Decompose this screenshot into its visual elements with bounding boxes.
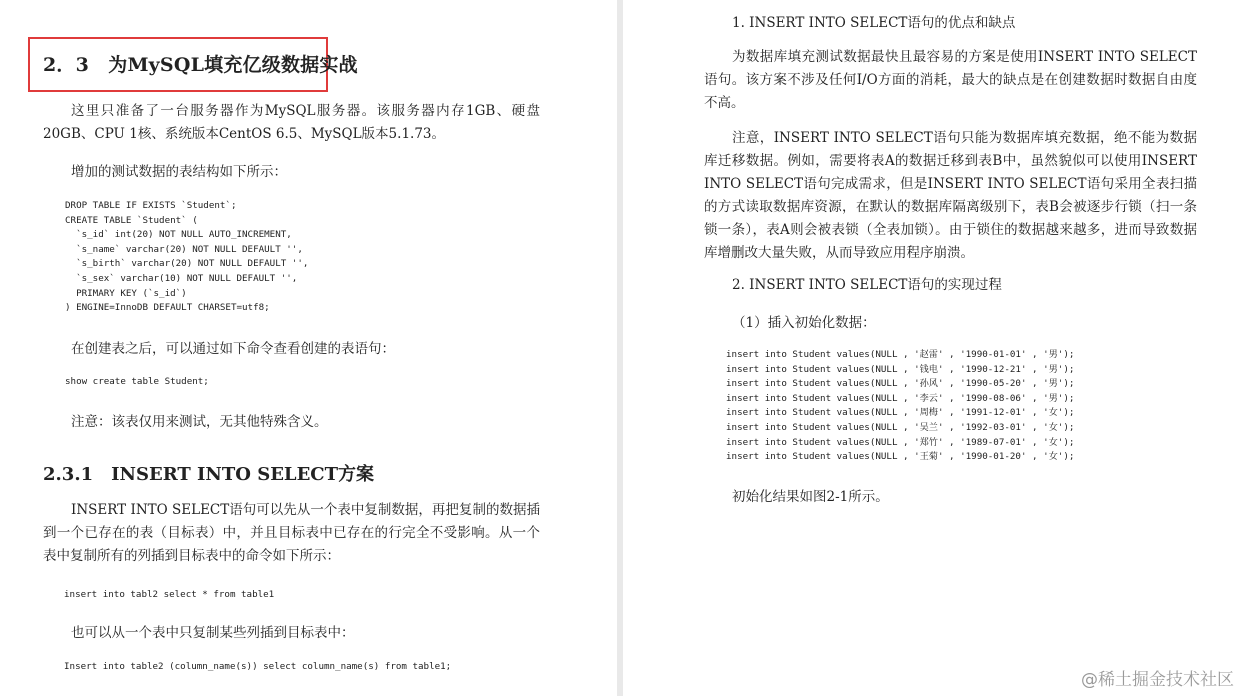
left-page [0, 0, 617, 696]
code-line: `s_birth` varchar(20) NOT NULL DEFAULT '', [65, 258, 309, 270]
code-line: insert into Student values(NULL , '孙风' , '1990-05-20' , '男'); [726, 378, 1075, 390]
show-create-intro: 在创建表之后，可以通过如下命令查看创建的表语句： [71, 341, 395, 357]
copy-some-intro: 也可以从一个表中只复制某些列插到目标表中： [71, 625, 355, 641]
show-create-code: show create table Student; [65, 376, 209, 387]
code-line: insert into Student values(NULL , '周梅' , '1991-12-01' , '女'); [726, 407, 1075, 419]
warning-paragraph: 注意，INSERT INTO SELECT语句只能为数据库填充数据，绝不能为数据库迁移数据。例如，需要将表A的数据迁移到表B中，虽然貌似可以使用INSERT INTO SELECT语句完成需求，但是INSERT INTO SELECT语句采用全表扫描的方式读取数据库资源，在默认的数据库隔离级别下，表B会被逐步行锁（扫一条锁一条），表A则会被表锁（全表加锁）。由于锁住的数据越来越多，进而导致数据库增删改大量失败，从而导致应用程序崩溃。 [704, 130, 1197, 261]
code-line: ) ENGINE=InnoDB DEFAULT CHARSET=utf8; [65, 302, 270, 314]
insert-code-block [726, 348, 1074, 465]
intro-paragraph: 这里只准备了一台服务器作为MySQL服务器。该服务器内存1GB、硬盘20GB、CPU 1核、系统版本CentOS 6.5、MySQL版本5.1.73。 [43, 103, 540, 142]
code-line: insert into Student values(NULL , '郑竹' , '1989-07-01' , '女'); [726, 436, 1075, 448]
code-line: CREATE TABLE `Student` ( [65, 214, 198, 226]
watermark-text: @稀土掘金技术社区 [1081, 670, 1234, 690]
code-line: insert into Student values(NULL , '吴兰' , '1992-03-01' , '女'); [726, 421, 1075, 433]
scheme-paragraph: INSERT INTO SELECT语句可以先从一个表中复制数据，再把复制的数据插到一个已存在的表（目标表）中，并且目标表中已存在的行完全不受影响。从一个表中复制所有的列插到目标表中的命令如下所示： [43, 502, 540, 564]
code-line: PRIMARY KEY (`s_id`) [65, 287, 187, 299]
section1-title: 1. INSERT INTO SELECT语句的优点和缺点 [732, 15, 1016, 31]
note-text: 注意：该表仅用来测试，无其他特殊含义。 [71, 414, 328, 430]
code-line: insert into Student values(NULL , '王菊' , '1990-01-20' , '女'); [726, 451, 1075, 463]
structure-intro: 增加的测试数据的表结构如下所示： [71, 164, 287, 180]
copy-some-code: Insert into table2 (column_name(s)) select column_name(s) from table1; [64, 661, 452, 672]
code-line: `s_name` varchar(20) NOT NULL DEFAULT '', [65, 243, 303, 255]
code-line: `s_id` int(20) NOT NULL AUTO_INCREMENT, [65, 229, 292, 241]
copy-all-code: insert into tabl2 select * from table1 [64, 589, 275, 600]
right-page [623, 0, 1240, 696]
subsection-heading: 2.3.1 INSERT INTO SELECT方案 [43, 464, 375, 485]
code-line: insert into Student values(NULL , '钱电' , '1990-12-21' , '男'); [726, 363, 1075, 375]
pros-cons-paragraph: 为数据库填充测试数据最快且最容易的方案是使用INSERT INTO SELECT语句。该方案不涉及任何I/O方面的消耗，最大的缺点是在创建数据时数据自由度不高。 [704, 49, 1197, 111]
section-heading: 2．3 为MySQL填充亿级数据实战 [43, 54, 358, 76]
code-line: `s_sex` varchar(10) NOT NULL DEFAULT '', [65, 272, 298, 284]
code-line: DROP TABLE IF EXISTS `Student`; [65, 200, 237, 211]
code-line: insert into Student values(NULL , '李云' , '1990-08-06' , '男'); [726, 392, 1075, 404]
result-note: 初始化结果如图2-1所示。 [732, 489, 889, 505]
step1-label: （1）插入初始化数据： [732, 315, 876, 331]
code-line: insert into Student values(NULL , '赵雷' , '1990-01-01' , '男'); [726, 349, 1075, 360]
section2-title: 2. INSERT INTO SELECT语句的实现过程 [732, 277, 1002, 293]
create-table-code-block [65, 199, 308, 316]
